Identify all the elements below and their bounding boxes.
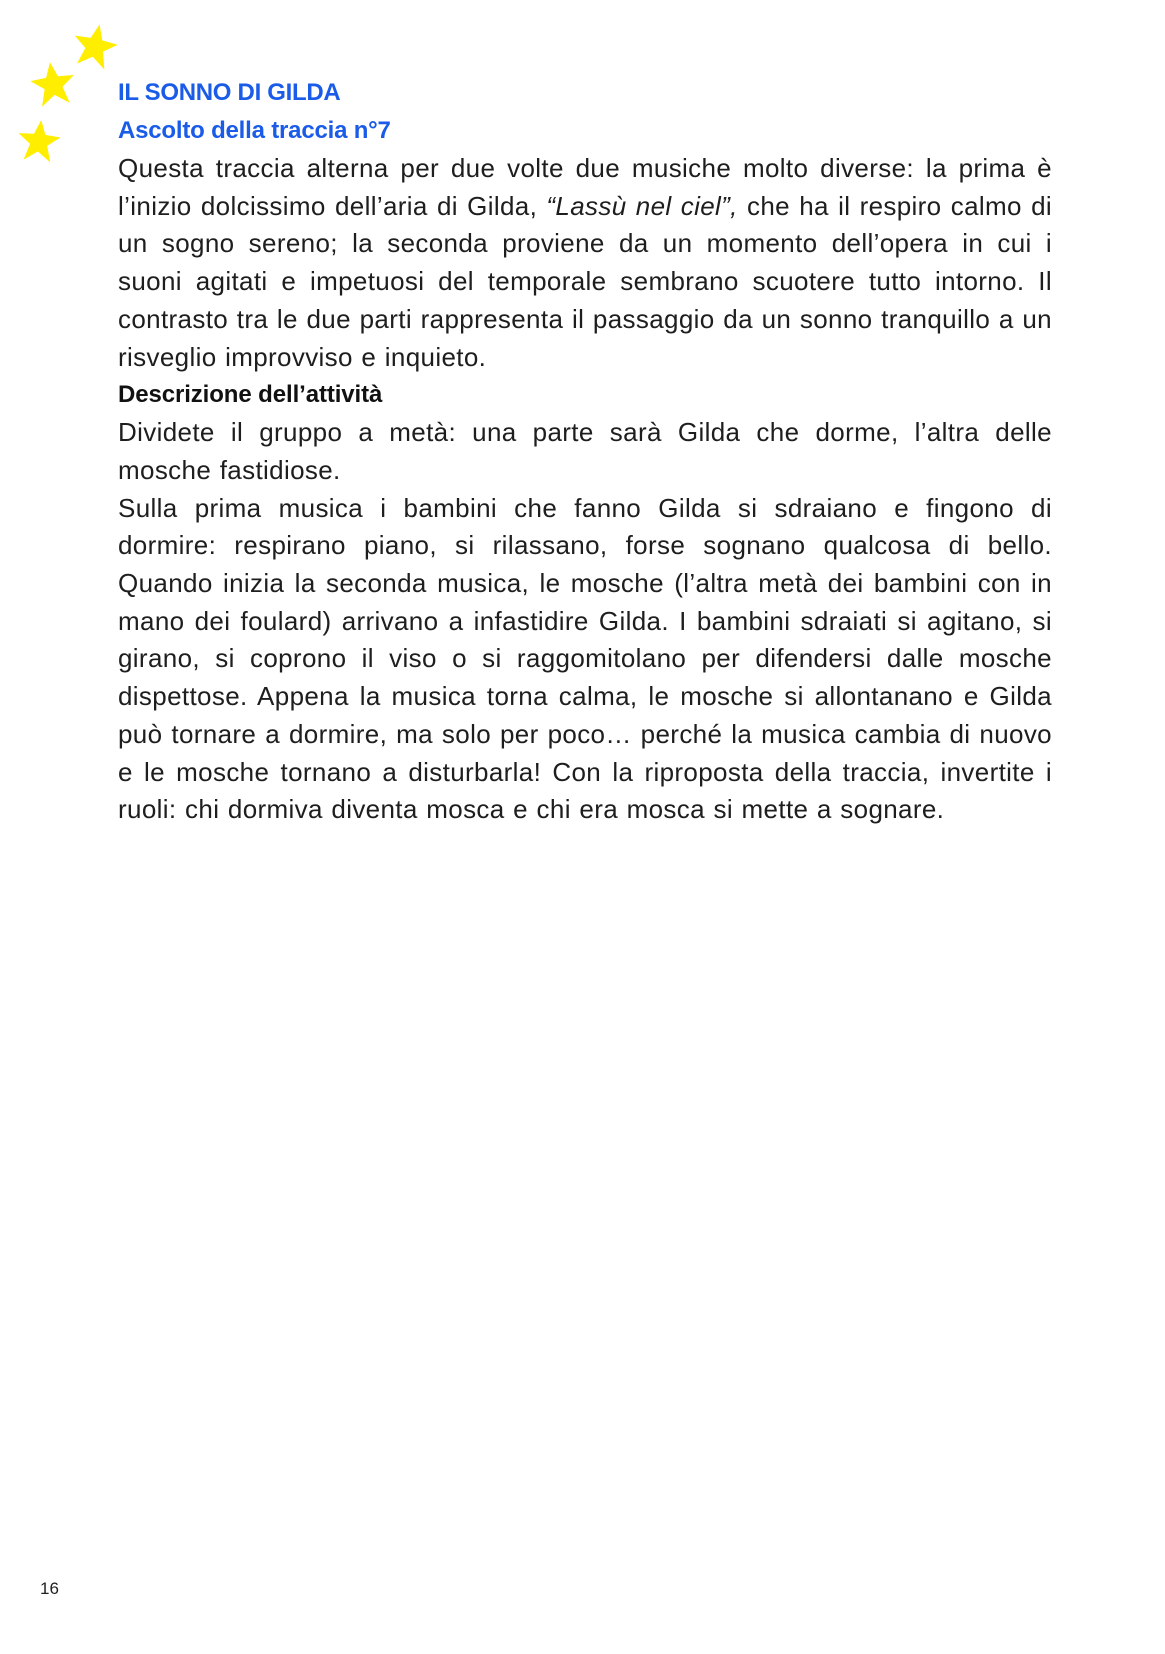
star-shape xyxy=(16,118,62,163)
activity-paragraph-2: Sulla prima musica i bambini che fanno Gilda si sdraiano e fingono di dormire: respirano piano, si rilassano, forse sognano qualcosa di bello. Quando inizia la seconda musica, le mosche (l’altra metà dei bambini con in mano dei foulard) arrivano a infastidire Gilda. I bambini sdraiati si agitano, si girano, si coprono il viso o si raggomitolano per difendersi dalle mosche dispettose. Appena la musica torna calma, le mosche si allontanano e Gilda può tornare a dormire, ma solo per poco… perché la musica cambia di nuovo e le mosche tornano a disturbarla! Con la riproposta della traccia, invertite i ruoli: chi dormiva diventa mosca e chi era mosca si mette a sognare. xyxy=(118,492,1052,825)
intro-paragraph xyxy=(118,150,1052,376)
page-number: 16 xyxy=(40,1579,59,1598)
star-icon xyxy=(15,118,63,164)
activity-paragraph-1: Dividete il gruppo a metà: una parte sarà Gilda che dorme, l’altra delle mosche fastidiose. xyxy=(118,417,1052,485)
intro-text-end: che ha il respiro calmo di un sogno sereno; la seconda proviene da un momento dell’opera in cui i suoni agitati e impetuosi del temporale sembrano scuotere tutto intorno. Il contrasto tra le due parti rappresenta il passaggio da un sonno tranquillo a un risveglio improvviso e inquieto. xyxy=(118,190,1053,372)
intro-text-start: Questa traccia alterna per due volte due musiche molto diverse: la prima è l’inizio dolcissimo dell’aria di Gilda, xyxy=(118,153,1052,221)
page-title: IL SONNO DI GILDA xyxy=(118,79,341,106)
track-subtitle: Ascolto della traccia n°7 xyxy=(118,117,391,144)
page-content xyxy=(118,74,1052,829)
stars-decoration xyxy=(0,0,130,180)
star-shape xyxy=(28,60,78,108)
activity-heading: Descrizione dell’attività xyxy=(118,381,383,409)
star-icon xyxy=(28,60,78,108)
aria-title-quote: “Lassù nel ciel”, xyxy=(546,190,738,221)
